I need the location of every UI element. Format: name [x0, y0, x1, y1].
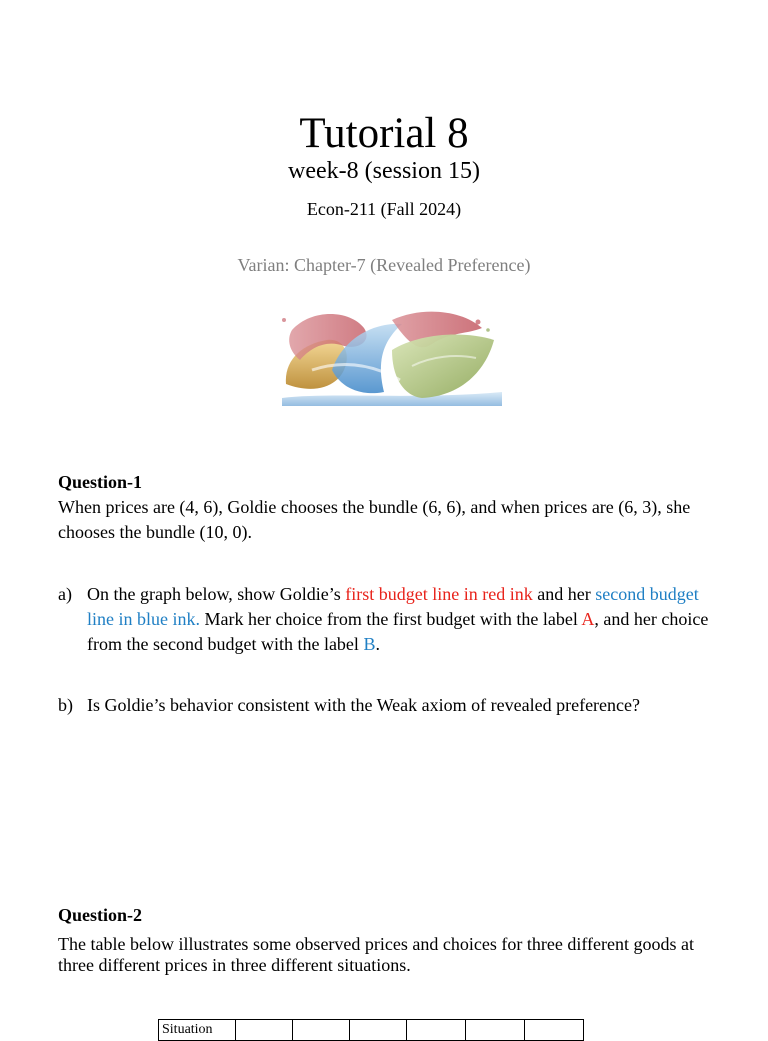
table-cell [525, 1020, 584, 1041]
part-b-marker: b) [58, 695, 73, 715]
prices-choices-table [158, 1019, 584, 1041]
table-cell [236, 1020, 293, 1041]
question-1-part-b [58, 693, 718, 718]
question-1-intro: When prices are (4, 6), Goldie chooses the bundle (6, 6), and when prices are (6, 3), she chooses the bundle (10, 0). [58, 497, 691, 542]
part-a-text-4: , and her choice from the second budget with the label [87, 609, 709, 654]
reading-reference: Varian: Chapter-7 (Revealed Preference) [237, 255, 531, 275]
paint-splash-banner-icon [272, 300, 507, 408]
question-1-part-a [58, 582, 718, 657]
course-name: Econ-211 (Fall 2024) [306, 199, 462, 219]
question-2-heading: Question-2 [58, 905, 143, 925]
table-header-situation: Situation [162, 1022, 213, 1037]
part-b-text: Is Goldie’s behavior consistent with the Weak axiom of revealed preference? [87, 695, 641, 715]
table-cell [159, 1020, 236, 1041]
question-2-intro: The table below illustrates some observed prices and choices for three different goods at three different prices in three different situations. [58, 934, 694, 975]
table-cell [407, 1020, 466, 1041]
part-a-text-2: and her [532, 584, 596, 604]
label-a: A [581, 609, 595, 629]
part-a-red-instruction: first budget line in red ink [345, 584, 533, 604]
part-a-text [87, 582, 718, 657]
label-b: B [363, 634, 376, 654]
question-1-heading: Question-1 [58, 472, 143, 492]
part-a-blue-instruction: second budget line in blue ink. [87, 584, 699, 629]
part-a-text-3: Mark her choice from the first budget with the label [199, 609, 582, 629]
part-a-text-1: On the graph below, show Goldie’s [87, 584, 346, 604]
part-a-marker: a) [58, 584, 72, 604]
document-subtitle: week-8 (session 15) [288, 158, 480, 184]
part-a-text-5: . [375, 634, 380, 654]
table-cell [293, 1020, 350, 1041]
document-title: Tutorial 8 [299, 110, 469, 157]
table-cell [466, 1020, 525, 1041]
table-cell [350, 1020, 407, 1041]
table-row [159, 1020, 584, 1041]
